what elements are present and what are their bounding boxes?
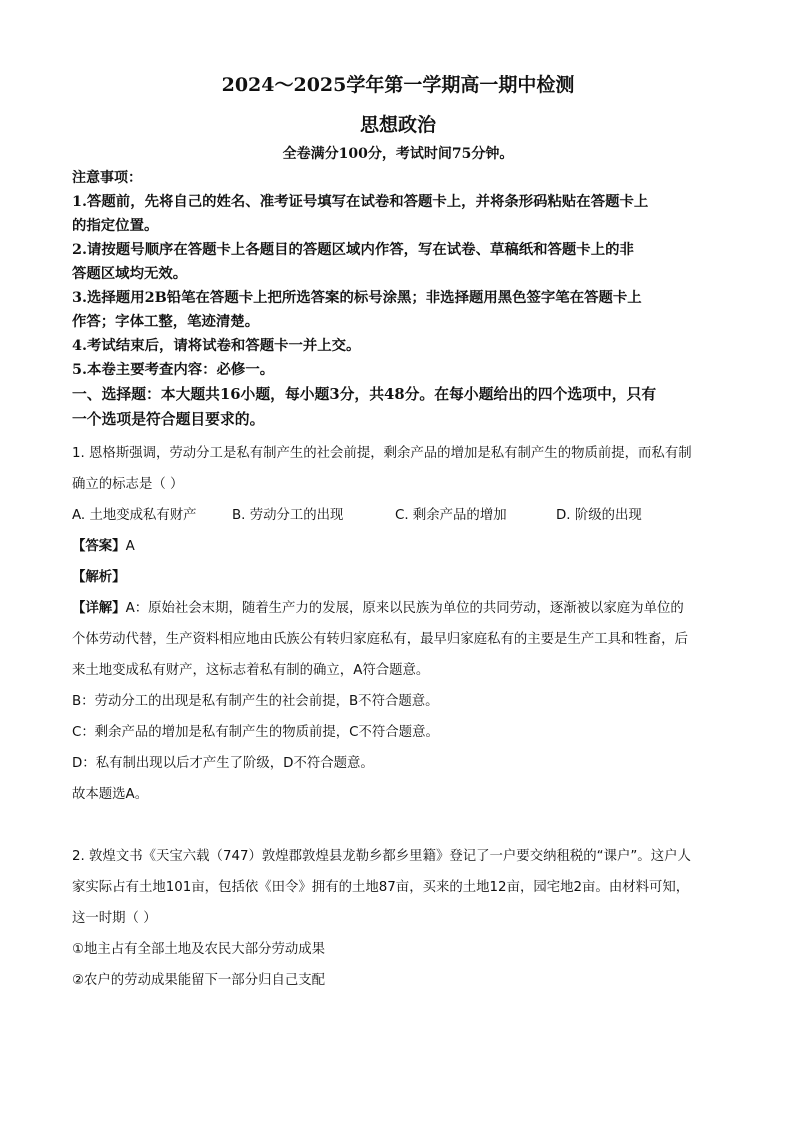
detail-line: 来土地变成私有财产，这标志着私有制的确立，A符合题意。: [72, 663, 430, 678]
analysis-label: 【解析】: [72, 570, 126, 585]
notice-line: 5.本卷主要考查内容：必修一。: [72, 361, 275, 378]
notice-line: 答题区域均无效。: [72, 265, 188, 282]
section-heading: [72, 382, 724, 432]
detail-line: B：劳动分工的出现是私有制产生的社会前提，B不符合题意。: [72, 694, 439, 709]
question-stem-line: 家实际占有土地101亩，包括依《田令》拥有的土地87亩，买来的土地12亩，园宅地2亩。由材料可知，: [72, 880, 690, 895]
question-2: [72, 841, 724, 996]
section-line: 一、选择题：本大题共16小题，每小题3分，共48分。在每小题给出的四个选项中，只有: [72, 386, 657, 403]
exam-title: 2024～2025学年第一学期高一期中检测: [221, 74, 575, 96]
answer-value: A: [125, 539, 135, 554]
statement-line: ①地主占有全部土地及农民大部分劳动成果: [72, 942, 326, 957]
option-a: A. 土地变成私有财产: [72, 508, 197, 523]
detail-line: 个体劳动代替，生产资料相应地由氏族公有转归家庭私有，最早归家庭私有的主要是生产工具和牲畜，后: [72, 632, 688, 647]
notice-line: 1.答题前，先将自己的姓名、准考证号填写在试卷和答题卡上，并将条形码粘贴在答题卡上: [72, 193, 649, 210]
analysis-row: [72, 562, 724, 593]
question-stem-line: 1. 恩格斯强调，劳动分工是私有制产生的社会前提，剩余产品的增加是私有制产生的物质前提，而私有制: [72, 446, 692, 461]
detail-line: D：私有制出现以后才产生了阶级，D不符合题意。: [72, 756, 374, 771]
notice-line: 3.选择题用2B铅笔在答题卡上把所选答案的标号涂黑；非选择题用黑色签字笔在答题卡上: [72, 289, 642, 306]
notice-line: 4.考试结束后，请将试卷和答题卡一并上交。: [72, 337, 361, 354]
notice-line: 2.请按题号顺序在答题卡上各题目的答题区域内作答，写在试卷、草稿纸和答题卡上的非: [72, 241, 634, 258]
question-stem-line: 确立的标志是（ ）: [72, 477, 184, 492]
notice-line: 作答；字体工整，笔迹清楚。: [72, 313, 260, 330]
statement-line: ②农户的劳动成果能留下一部分归自己支配: [72, 973, 326, 988]
subject-title: 思想政治: [359, 114, 436, 136]
spacer: [72, 810, 724, 841]
detail-line: [72, 593, 724, 624]
option-d: D. 阶级的出现: [556, 508, 642, 523]
answer-label: 【答案】: [72, 539, 126, 554]
exam-meta: 全卷满分100分，考试时间75分钟。: [282, 146, 514, 162]
detail-line: 故本题选A。: [72, 787, 149, 802]
option-c: C. 剩余产品的增加: [395, 508, 507, 523]
section-line: 一个选项是符合题目要求的。: [72, 411, 265, 428]
notice-line: 的指定位置。: [72, 217, 159, 234]
question-stem-line: 2. 敦煌文书《天宝六载（747）敦煌郡敦煌县龙勒乡都乡里籍》登记了一户要交纳租税的“课户”。这户人: [72, 849, 691, 864]
question-options: [72, 500, 724, 531]
question-1: [72, 438, 724, 810]
notice-heading: 注意事项：: [72, 170, 142, 186]
detail-text: A：原始社会末期，随着生产力的发展，原来以民族为单位的共同劳动，逐渐被以家庭为单位的: [125, 601, 684, 616]
question-stem-line: 这一时期（ ）: [72, 911, 157, 926]
detail-line: C：剩余产品的增加是私有制产生的物质前提，C不符合题意。: [72, 725, 439, 740]
notice-block: [72, 166, 724, 382]
answer-row: [72, 531, 724, 562]
option-b: B. 劳动分工的出现: [232, 508, 344, 523]
detail-label: 【详解】: [72, 601, 126, 616]
